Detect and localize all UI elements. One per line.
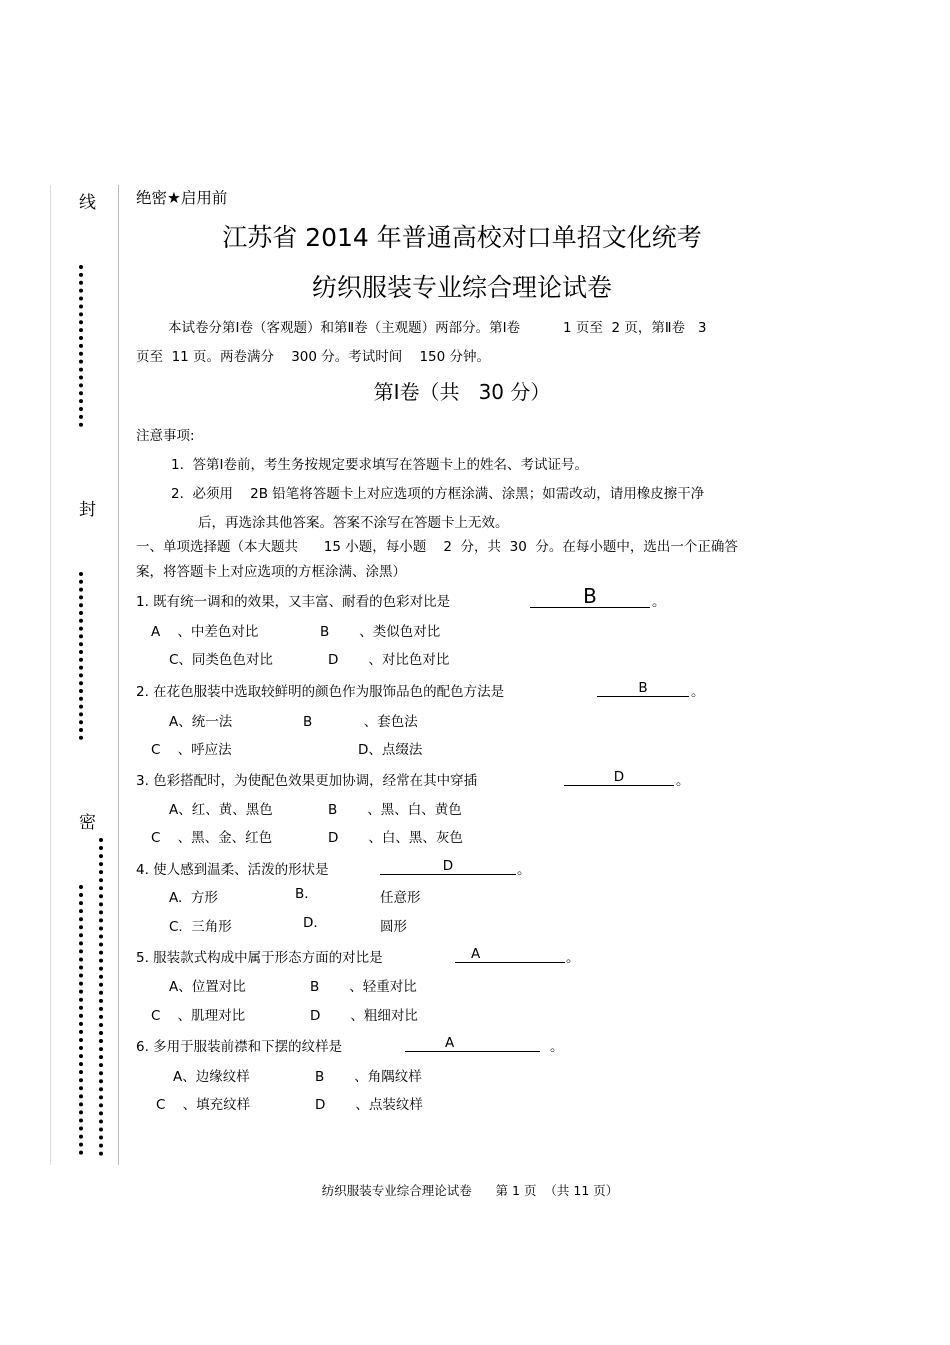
part-1-title: 第Ⅰ卷（共 30 分）: [373, 380, 551, 404]
question-5-option-d: D 、粗细对比: [310, 1008, 418, 1024]
question-3-option-d: D 、白、黑、灰色: [328, 830, 463, 846]
question-5-option-b: B 、轻重对比: [310, 979, 417, 995]
question-4-option-d-letter: D.: [303, 915, 318, 931]
notice-label: 注意事项:: [136, 428, 195, 444]
intro-line-2: 页至 11 页。两卷满分 300 分。考试时间 150 分钟。: [136, 349, 490, 365]
binding-dotted-line-4: [99, 838, 103, 1156]
question-6-option-b: B 、角隅纹样: [315, 1069, 422, 1085]
binding-margin-line: [118, 185, 119, 1165]
binding-dotted-line-2: [79, 572, 83, 740]
section-instructions-cont: 案，将答题卡上对应选项的方框涂满、涂黑）: [136, 564, 406, 580]
page-footer: 纺织服装专业综合理论试卷 第 1 页 （共 11 页）: [321, 1183, 619, 1198]
question-2-option-b: B 、套色法: [303, 714, 418, 730]
question-4-end: 。: [517, 862, 531, 878]
question-4-option-d: 圆形: [380, 919, 407, 935]
question-4-option-b-letter: B.: [295, 886, 309, 902]
question-6-option-a: A、边缘纹样: [173, 1069, 250, 1085]
question-6-stem: 6. 多用于服装前襟和下摆的纹样是: [136, 1039, 343, 1055]
question-3-option-a: A、红、黄、黑色: [169, 802, 273, 818]
question-1-answer-blank: [530, 584, 650, 608]
question-1-option-a: A 、中差色对比: [151, 624, 259, 640]
question-5-end: 。: [566, 950, 580, 966]
question-2-option-d: D、点缀法: [358, 742, 423, 758]
secret-label: 绝密★启用前: [136, 189, 228, 207]
section-instructions: 一、单项选择题（本大题共 15 小题，每小题 2 分，共 30 分。在每小题中，选出一个正确答: [136, 539, 738, 555]
margin-char-feng: 封: [79, 500, 96, 520]
notice-item-2: 2. 必须用 2B 铅笔将答题卡上对应选项的方框涂满、涂黑；如需改动，请用橡皮擦干净: [171, 486, 705, 502]
question-2-answer-blank: [597, 680, 689, 697]
margin-char-mi: 密: [79, 813, 96, 833]
question-6-option-c: C 、填充纹样: [156, 1097, 251, 1113]
question-4-option-a: A. 方形: [169, 890, 218, 906]
question-1-option-c: C、同类色色对比: [169, 652, 273, 668]
intro-line-1: 本试卷分第Ⅰ卷（客观题）和第Ⅱ卷（主观题）两部分。第Ⅰ卷 1 页至 2 页，第Ⅱ卷 3: [168, 320, 707, 336]
question-6-answer-blank: [405, 1035, 540, 1052]
question-4-answer-blank: [380, 858, 516, 875]
question-3-answer-blank: [564, 769, 674, 786]
question-1-answer: B: [530, 585, 650, 608]
question-4-answer: D: [380, 859, 516, 875]
margin-char-xian: 线: [79, 193, 96, 213]
question-4-option-b: 任意形: [380, 890, 421, 906]
question-4-option-c: C. 三角形: [169, 919, 232, 935]
exam-title: 江苏省 2014 年普通高校对口单招文化统考: [222, 223, 702, 252]
question-2-answer: B: [597, 681, 689, 697]
question-3-stem: 3. 色彩搭配时，为使配色效果更加协调，经常在其中穿插: [136, 773, 478, 789]
question-5-option-c: C 、肌理对比: [151, 1008, 246, 1024]
question-6-answer: A: [405, 1036, 540, 1052]
question-5-option-a: A、位置对比: [169, 979, 246, 995]
question-2-stem: 2. 在花色服装中选取较鲜明的颜色作为服饰品色的配色方法是: [136, 684, 505, 700]
question-6-option-d: D 、点装纹样: [315, 1097, 423, 1113]
exam-subtitle: 纺织服装专业综合理论试卷: [311, 273, 612, 302]
question-3-end: 。: [676, 773, 690, 789]
notice-item-2-cont: 后，再选涂其他答案。答案不涂写在答题卡上无效。: [198, 515, 509, 531]
question-2-option-c: C 、呼应法: [151, 742, 232, 758]
question-3-option-b: B 、黑、白、黄色: [328, 802, 462, 818]
notice-item-1: 1. 答第Ⅰ卷前，考生务按规定要求填写在答题卡上的姓名、考试证号。: [171, 457, 588, 473]
question-1-end: 。: [652, 594, 666, 610]
question-3-answer: D: [564, 770, 674, 786]
question-1-option-b: B 、类似色对比: [320, 624, 441, 640]
question-2-end: 。: [691, 684, 705, 700]
outer-margin-line: [50, 185, 51, 1165]
question-1-stem: 1. 既有统一调和的效果，又丰富、耐看的色彩对比是: [136, 594, 451, 610]
question-5-answer-blank: [455, 946, 565, 963]
binding-dotted-line-3: [79, 885, 83, 1155]
question-5-answer: A: [455, 947, 565, 963]
question-6-end: 。: [550, 1039, 564, 1055]
question-4-stem: 4. 使人感到温柔、活泼的形状是: [136, 862, 329, 878]
question-3-option-c: C 、黑、金、红色: [151, 830, 273, 846]
question-2-option-a: A、统一法: [169, 714, 233, 730]
question-5-stem: 5. 服装款式构成中属于形态方面的对比是: [136, 950, 383, 966]
question-1-option-d: D 、对比色对比: [328, 652, 450, 668]
